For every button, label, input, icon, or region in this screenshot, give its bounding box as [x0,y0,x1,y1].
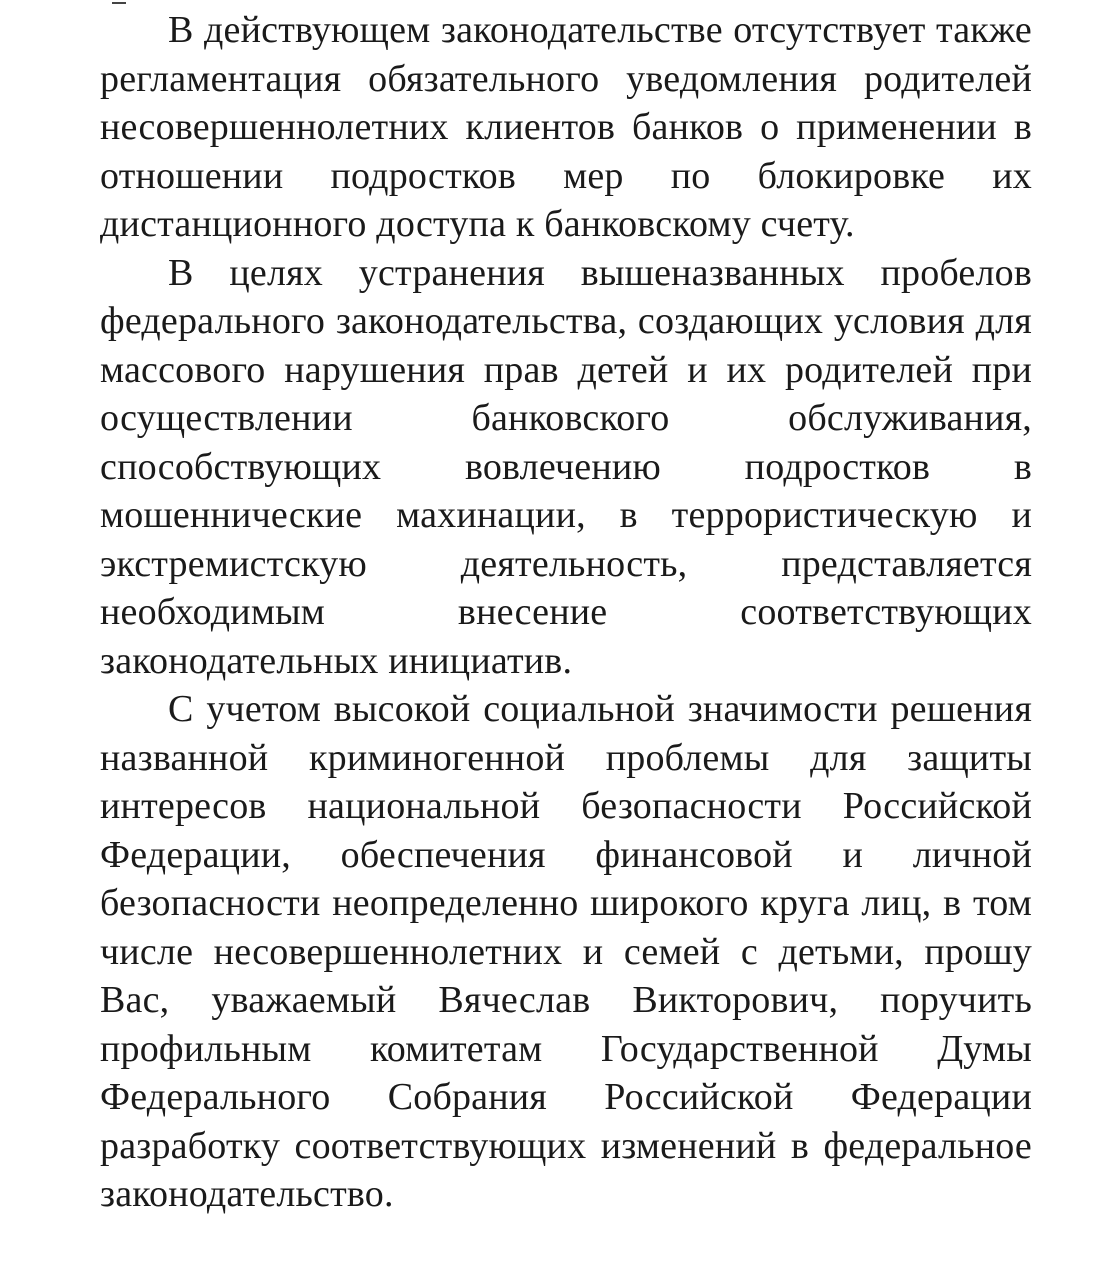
previous-line-fragment [112,0,126,4]
document-body [100,6,1032,1219]
paragraph-request-to-chairman: С учетом высокой социальной значимости решения названной криминогенной проблемы для защиты интересов национальной безопасности Российской Федерации, обеспечения финансовой и личной безопасности неопределенно широкого круга лиц, в том числе несовершеннолетних и семей с детьми, прошу Вас, уважаемый Вячеслав Викторович, поручить профильным комитетам Государственной Думы Федерального Собрания Российской Федерации разработку соответствующих изменений в федеральное законодательство. [100,688,1032,1215]
paragraph-notification-regulation: В действующем законодательстве отсутствует также регламентация обязательного уведомления родителей несовершеннолетних клиентов банков о применении в отношении подростков мер по блокировке их дистанционного доступа к банковскому счету. [100,9,1032,245]
paragraph-legislative-gaps: В целях устранения вышеназванных пробелов федерального законодательства, создающих условия для массового нарушения прав детей и их родителей при осуществлении банковского обслуживания, способствующих вовлечению подростков в мошеннические махинации, в террористическую и экстремистскую деятельность, представляется необходимым внесение соответствующих законодательных инициатив. [100,251,1032,682]
